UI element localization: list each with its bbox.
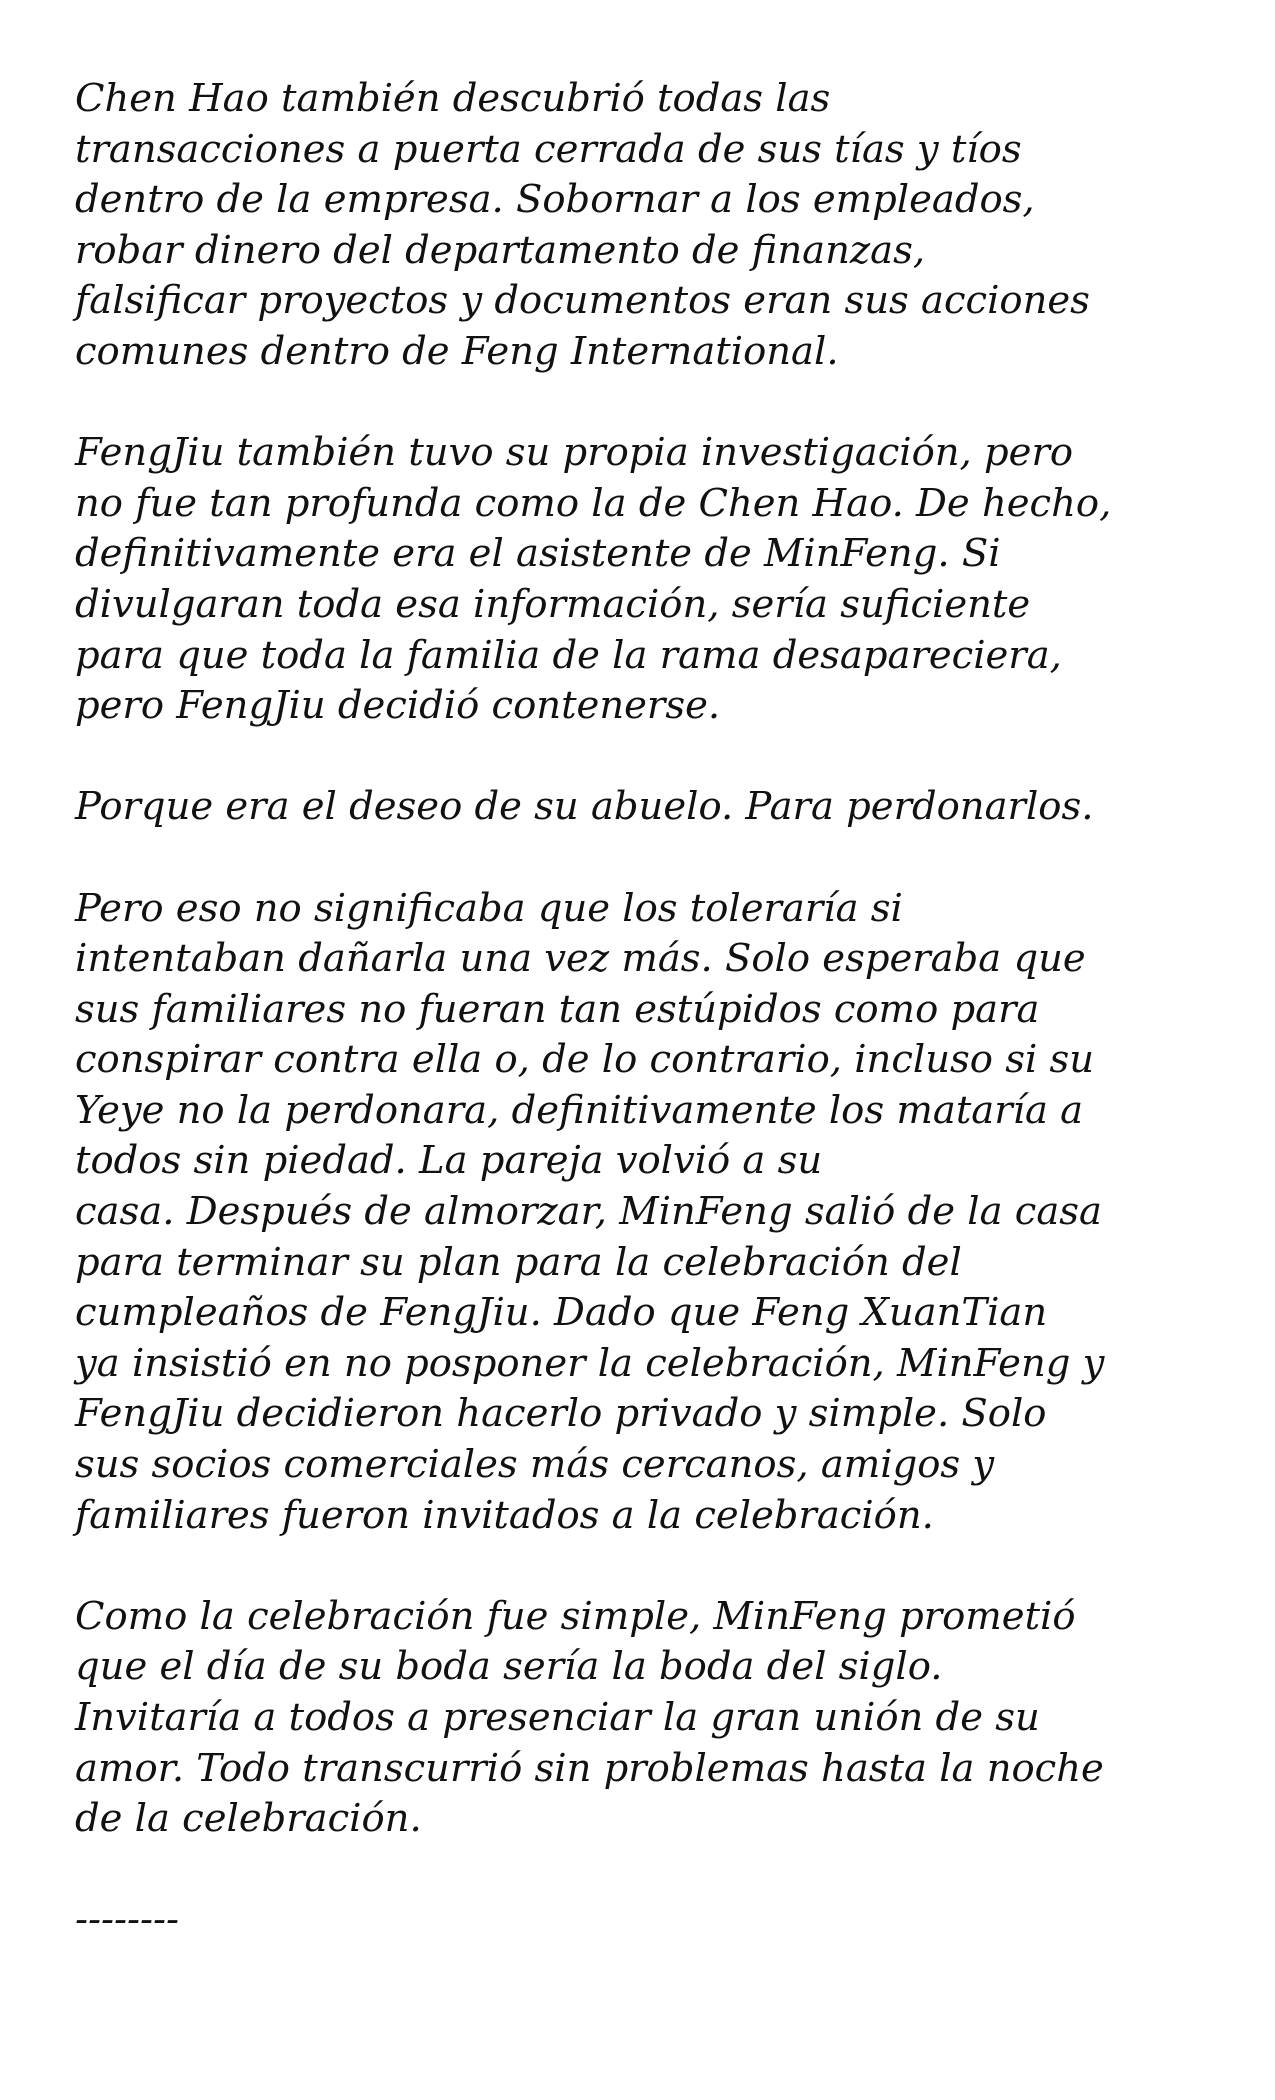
text-line: comunes dentro de Feng International. — [75, 328, 839, 374]
text-line: Yeye no la perdonara, definitivamente los mataría a — [75, 1087, 1084, 1133]
text-line: para que toda la familia de la rama desapareciera, — [75, 632, 1062, 678]
text-line: dentro de la empresa. Sobornar a los empleados, — [75, 177, 1035, 223]
text-line: Chen Hao también descubrió todas las — [75, 76, 831, 121]
text-line: de la celebración. — [75, 1796, 422, 1842]
text-line: familiares fueron invitados a la celebración. — [75, 1492, 934, 1538]
text-line: pero FengJiu decidió contenerse. — [75, 683, 721, 729]
paragraph — [75, 74, 1225, 378]
text-line: todos sin piedad. La pareja volvió a su — [75, 1138, 823, 1184]
paragraph — [75, 1592, 1225, 1845]
document-body — [75, 74, 1225, 1845]
paragraph — [75, 428, 1225, 732]
text-line: Porque era el deseo de su abuelo. Para perdonarlos. — [75, 784, 1094, 830]
text-line: intentaban dañarla una vez más. Solo esperaba que — [75, 936, 1086, 982]
text-line: FengJiu decidieron hacerlo privado y simple. Solo — [75, 1391, 1047, 1437]
text-line: Pero eso no significaba que los toleraría si — [75, 885, 903, 931]
document-page — [75, 74, 1225, 1946]
text-line: sus familiares no fueran tan estúpidos como para — [75, 986, 1040, 1032]
text-line: FengJiu también tuvo su propia investigación, pero — [75, 430, 1074, 476]
text-line: amor. Todo transcurrió sin problemas hasta la noche — [75, 1745, 1104, 1791]
text-line: sus socios comerciales más cercanos, amigos y — [75, 1442, 995, 1488]
text-line: falsificar proyectos y documentos eran sus acciones — [75, 278, 1090, 324]
text-line: Invitaría a todos a presenciar la gran unión de su — [75, 1695, 1040, 1740]
section-separator: -------- — [75, 1897, 180, 1943]
text-line: casa. Después de almorzar, MinFeng salió de la casa — [75, 1189, 1102, 1235]
text-line: Como la celebración fue simple, MinFeng prometió — [75, 1593, 1076, 1639]
text-line: conspirar contra ella o, de lo contrario, incluso si su — [75, 1037, 1095, 1083]
paragraph — [75, 884, 1225, 1542]
text-line: divulgaran toda esa información, sería suficiente — [75, 581, 1031, 627]
text-line: transacciones a puerta cerrada de sus tías y tíos — [75, 126, 1022, 172]
text-line: ya insistió en no posponer la celebración, MinFeng y — [75, 1340, 1105, 1386]
text-line: robar dinero del departamento de finanzas, — [75, 227, 926, 273]
paragraph — [75, 782, 1225, 833]
text-line: definitivamente era el asistente de MinFeng. Si — [75, 531, 1001, 577]
text-line: que el día de su boda sería la boda del siglo. — [75, 1644, 943, 1690]
text-line: para terminar su plan para la celebración del — [75, 1239, 962, 1285]
text-line: no fue tan profunda como la de Chen Hao. De hecho, — [75, 480, 1112, 526]
text-line: cumpleaños de FengJiu. Dado que Feng XuanTian — [75, 1290, 1048, 1336]
